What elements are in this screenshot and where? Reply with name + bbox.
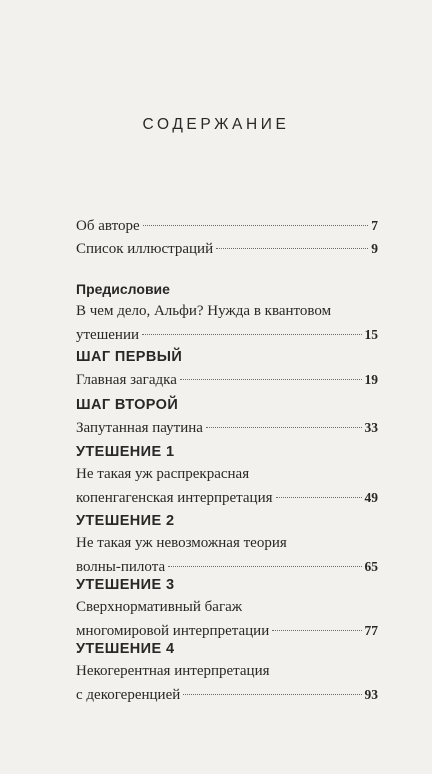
toc-section-consolation-2[interactable] — [76, 510, 378, 579]
toc-entry-illustrations[interactable] — [76, 237, 378, 261]
page-number: 9 — [371, 241, 378, 256]
page-number: 19 — [364, 372, 378, 387]
toc-entry-label: волны-пилота — [76, 559, 166, 575]
page-number: 15 — [364, 327, 378, 342]
page-number: 65 — [364, 559, 378, 574]
section-heading: ШАГ ПЕРВЫЙ — [76, 349, 183, 365]
page-number: 93 — [364, 687, 378, 702]
toc-entry-label: утешении — [76, 327, 140, 343]
toc-entry-label: Главная загадка — [76, 372, 177, 388]
page-number: 77 — [364, 623, 378, 638]
section-heading: Предисловие — [76, 281, 170, 297]
toc-entry-label: Об авторе — [76, 218, 140, 234]
toc-entry-label: копенгагенская интерпретация — [76, 490, 273, 506]
toc-section-consolation-1[interactable] — [76, 441, 378, 510]
leader-dots — [206, 427, 362, 428]
page-title: СОДЕРЖАНИЕ — [142, 116, 290, 133]
toc-entry-label: многомировой интерпретации — [76, 623, 270, 639]
section-heading: ШАГ ВТОРОЙ — [76, 397, 179, 413]
page-number: 33 — [364, 420, 378, 435]
toc-section-step-2[interactable] — [76, 394, 378, 440]
toc-entry-label: В чем дело, Альфи? Нужда в квантовом — [76, 303, 332, 319]
leader-dots — [143, 225, 369, 226]
toc-entry-label: с декогеренцией — [76, 687, 181, 703]
toc-section-step-1[interactable] — [76, 346, 378, 392]
leader-dots — [142, 334, 361, 335]
page-number: 49 — [364, 490, 378, 505]
page-number: 7 — [371, 218, 378, 233]
leader-dots — [183, 694, 361, 695]
leader-dots — [168, 566, 361, 567]
toc-entry-label: Не такая уж невозможная теория — [76, 535, 287, 551]
toc-entry-about-author[interactable] — [76, 214, 378, 238]
leader-dots — [216, 248, 368, 249]
toc-entry-label: Запутанная паутина — [76, 420, 203, 436]
toc-entry-label: Некогерентная интерпретация — [76, 663, 270, 679]
leader-dots — [272, 630, 361, 631]
section-heading: УТЕШЕНИЕ 4 — [76, 641, 175, 657]
section-heading: УТЕШЕНИЕ 3 — [76, 577, 175, 593]
toc-entry-label: Список иллюстраций — [76, 241, 214, 257]
leader-dots — [276, 497, 362, 498]
section-heading: УТЕШЕНИЕ 1 — [76, 444, 175, 460]
toc-section-consolation-3[interactable] — [76, 574, 378, 643]
leader-dots — [180, 379, 362, 380]
toc-entry-label: Сверхнормативный багаж — [76, 599, 243, 615]
section-heading: УТЕШЕНИЕ 2 — [76, 513, 175, 529]
toc-section-preface[interactable] — [76, 278, 378, 347]
toc-entry-label: Не такая уж распрекрасная — [76, 466, 250, 482]
toc-section-consolation-4[interactable] — [76, 638, 378, 707]
